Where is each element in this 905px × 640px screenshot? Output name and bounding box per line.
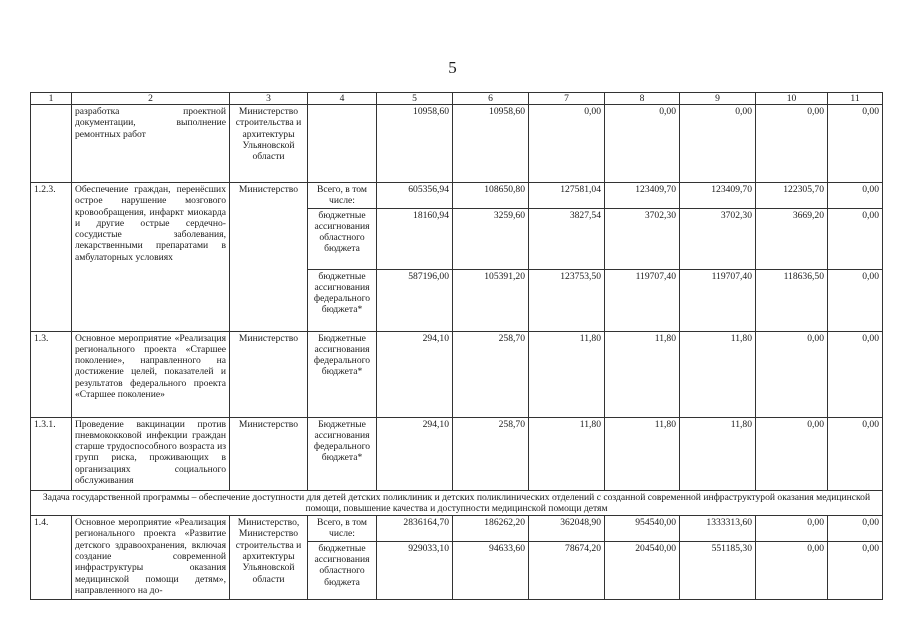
value-cell: 0,00 bbox=[680, 105, 756, 183]
value-cell: 0,00 bbox=[828, 516, 883, 542]
row-number: 1.3.1. bbox=[31, 417, 72, 490]
header-row bbox=[31, 93, 883, 105]
value-cell: 3669,20 bbox=[756, 208, 828, 269]
header-cell: 4 bbox=[308, 93, 377, 105]
header-cell: 5 bbox=[377, 93, 453, 105]
value-cell: 11,80 bbox=[529, 331, 605, 417]
row-number: 1.2.3. bbox=[31, 183, 72, 332]
header-cell: 2 bbox=[72, 93, 230, 105]
measure-name: Основное мероприятие «Реализация регионального проекта «Старшее поколение», направленного на достижение целей, показателей и результатов федерального проекта «Старшее поколение» bbox=[72, 331, 230, 417]
program-task: Задача государственной программы – обеспечение доступности для детей детских поликлиник и детских поликлинических отделений с созданной современной инфраструктурой оказания медицинской помощи, повышение качества и доступности медицинской помощи детям bbox=[31, 490, 883, 516]
table-row bbox=[31, 105, 883, 183]
budget-table bbox=[30, 92, 883, 600]
value-cell: 0,00 bbox=[756, 541, 828, 599]
value-cell: 258,70 bbox=[453, 331, 529, 417]
value-cell: 587196,00 bbox=[377, 269, 453, 331]
header-cell: 10 bbox=[756, 93, 828, 105]
value-cell: 108650,80 bbox=[453, 183, 529, 209]
table-row bbox=[31, 183, 883, 209]
measure-name: Обеспечение граждан, перенёсших острое нарушение мозгового кровообращения, инфаркт миокарда и другие острые сердечно-сосудистые заболевания, лекарственными препаратами в амбулаторных условиях bbox=[72, 183, 230, 332]
value-cell: 11,80 bbox=[680, 417, 756, 490]
value-cell: 0,00 bbox=[828, 417, 883, 490]
value-cell: 204540,00 bbox=[605, 541, 680, 599]
value-cell: 122305,70 bbox=[756, 183, 828, 209]
page-number: 5 bbox=[448, 58, 457, 77]
value-cell: 10958,60 bbox=[453, 105, 529, 183]
value-cell: 954540,00 bbox=[605, 516, 680, 542]
row-number: 1.4. bbox=[31, 516, 72, 600]
value-cell: 0,00 bbox=[756, 516, 828, 542]
value-cell: 0,00 bbox=[605, 105, 680, 183]
value-cell: 3702,30 bbox=[680, 208, 756, 269]
table-row bbox=[31, 516, 883, 542]
value-cell: 123409,70 bbox=[605, 183, 680, 209]
executor: Министерство bbox=[230, 183, 308, 332]
value-cell: 0,00 bbox=[828, 105, 883, 183]
header-cell: 8 bbox=[605, 93, 680, 105]
header-cell: 3 bbox=[230, 93, 308, 105]
table-row bbox=[31, 490, 883, 516]
executor: Министерство, Министерство строительства и архитектуры Ульяновской области bbox=[230, 516, 308, 600]
funding-source: Бюджетные ассигнования федерального бюджета* bbox=[308, 331, 377, 417]
value-cell: 0,00 bbox=[756, 417, 828, 490]
value-cell: 10958,60 bbox=[377, 105, 453, 183]
value-cell: 123409,70 bbox=[680, 183, 756, 209]
header-cell: 9 bbox=[680, 93, 756, 105]
value-cell: 294,10 bbox=[377, 417, 453, 490]
measure-name: разработка проектной документации, выполнение ремонтных работ bbox=[72, 105, 230, 183]
value-cell: 11,80 bbox=[680, 331, 756, 417]
value-cell: 3259,60 bbox=[453, 208, 529, 269]
value-cell: 1333313,60 bbox=[680, 516, 756, 542]
value-cell: 11,80 bbox=[529, 417, 605, 490]
value-cell: 0,00 bbox=[828, 541, 883, 599]
funding-source: Всего, в том числе: bbox=[308, 516, 377, 542]
value-cell: 3702,30 bbox=[605, 208, 680, 269]
value-cell: 118636,50 bbox=[756, 269, 828, 331]
row-number: 1.3. bbox=[31, 331, 72, 417]
value-cell: 551185,30 bbox=[680, 541, 756, 599]
value-cell: 0,00 bbox=[756, 105, 828, 183]
value-cell: 605356,94 bbox=[377, 183, 453, 209]
executor: Министерство bbox=[230, 331, 308, 417]
row-number bbox=[31, 105, 72, 183]
value-cell: 0,00 bbox=[828, 183, 883, 209]
value-cell: 2836164,70 bbox=[377, 516, 453, 542]
measure-name: Проведение вакцинации против пневмококковой инфекции граждан старше трудоспособного возраста из групп риска, проживающих в организациях социального обслуживания bbox=[72, 417, 230, 490]
table-row bbox=[31, 331, 883, 417]
funding-source: бюджетные ассигнования областного бюджета bbox=[308, 208, 377, 269]
value-cell: 123753,50 bbox=[529, 269, 605, 331]
header-cell: 1 bbox=[31, 93, 72, 105]
value-cell: 119707,40 bbox=[605, 269, 680, 331]
value-cell: 0,00 bbox=[828, 269, 883, 331]
funding-source: бюджетные ассигнования федерального бюджета* bbox=[308, 269, 377, 331]
funding-source: Всего, в том числе: bbox=[308, 183, 377, 209]
value-cell: 94633,60 bbox=[453, 541, 529, 599]
header-cell: 11 bbox=[828, 93, 883, 105]
funding-source bbox=[308, 105, 377, 183]
funding-source: Бюджетные ассигнования федерального бюджета* bbox=[308, 417, 377, 490]
executor: Министерство bbox=[230, 417, 308, 490]
table-row bbox=[31, 417, 883, 490]
executor: Министерство строительства и архитектуры Ульяновской области bbox=[230, 105, 308, 183]
value-cell: 119707,40 bbox=[680, 269, 756, 331]
value-cell: 11,80 bbox=[605, 331, 680, 417]
value-cell: 0,00 bbox=[828, 331, 883, 417]
value-cell: 78674,20 bbox=[529, 541, 605, 599]
value-cell: 0,00 bbox=[756, 331, 828, 417]
measure-name: Основное мероприятие «Реализация регионального проекта «Развитие детского здравоохранения, включая создание современной инфраструктуры оказания медицинской помощи детям», направленного на до- bbox=[72, 516, 230, 600]
header-cell: 7 bbox=[529, 93, 605, 105]
value-cell: 186262,20 bbox=[453, 516, 529, 542]
funding-source: бюджетные ассигнования областного бюджета bbox=[308, 541, 377, 599]
value-cell: 929033,10 bbox=[377, 541, 453, 599]
value-cell: 105391,20 bbox=[453, 269, 529, 331]
value-cell: 362048,90 bbox=[529, 516, 605, 542]
value-cell: 18160,94 bbox=[377, 208, 453, 269]
value-cell: 11,80 bbox=[605, 417, 680, 490]
value-cell: 127581,04 bbox=[529, 183, 605, 209]
header-cell: 6 bbox=[453, 93, 529, 105]
value-cell: 0,00 bbox=[828, 208, 883, 269]
value-cell: 294,10 bbox=[377, 331, 453, 417]
value-cell: 258,70 bbox=[453, 417, 529, 490]
value-cell: 0,00 bbox=[529, 105, 605, 183]
value-cell: 3827,54 bbox=[529, 208, 605, 269]
